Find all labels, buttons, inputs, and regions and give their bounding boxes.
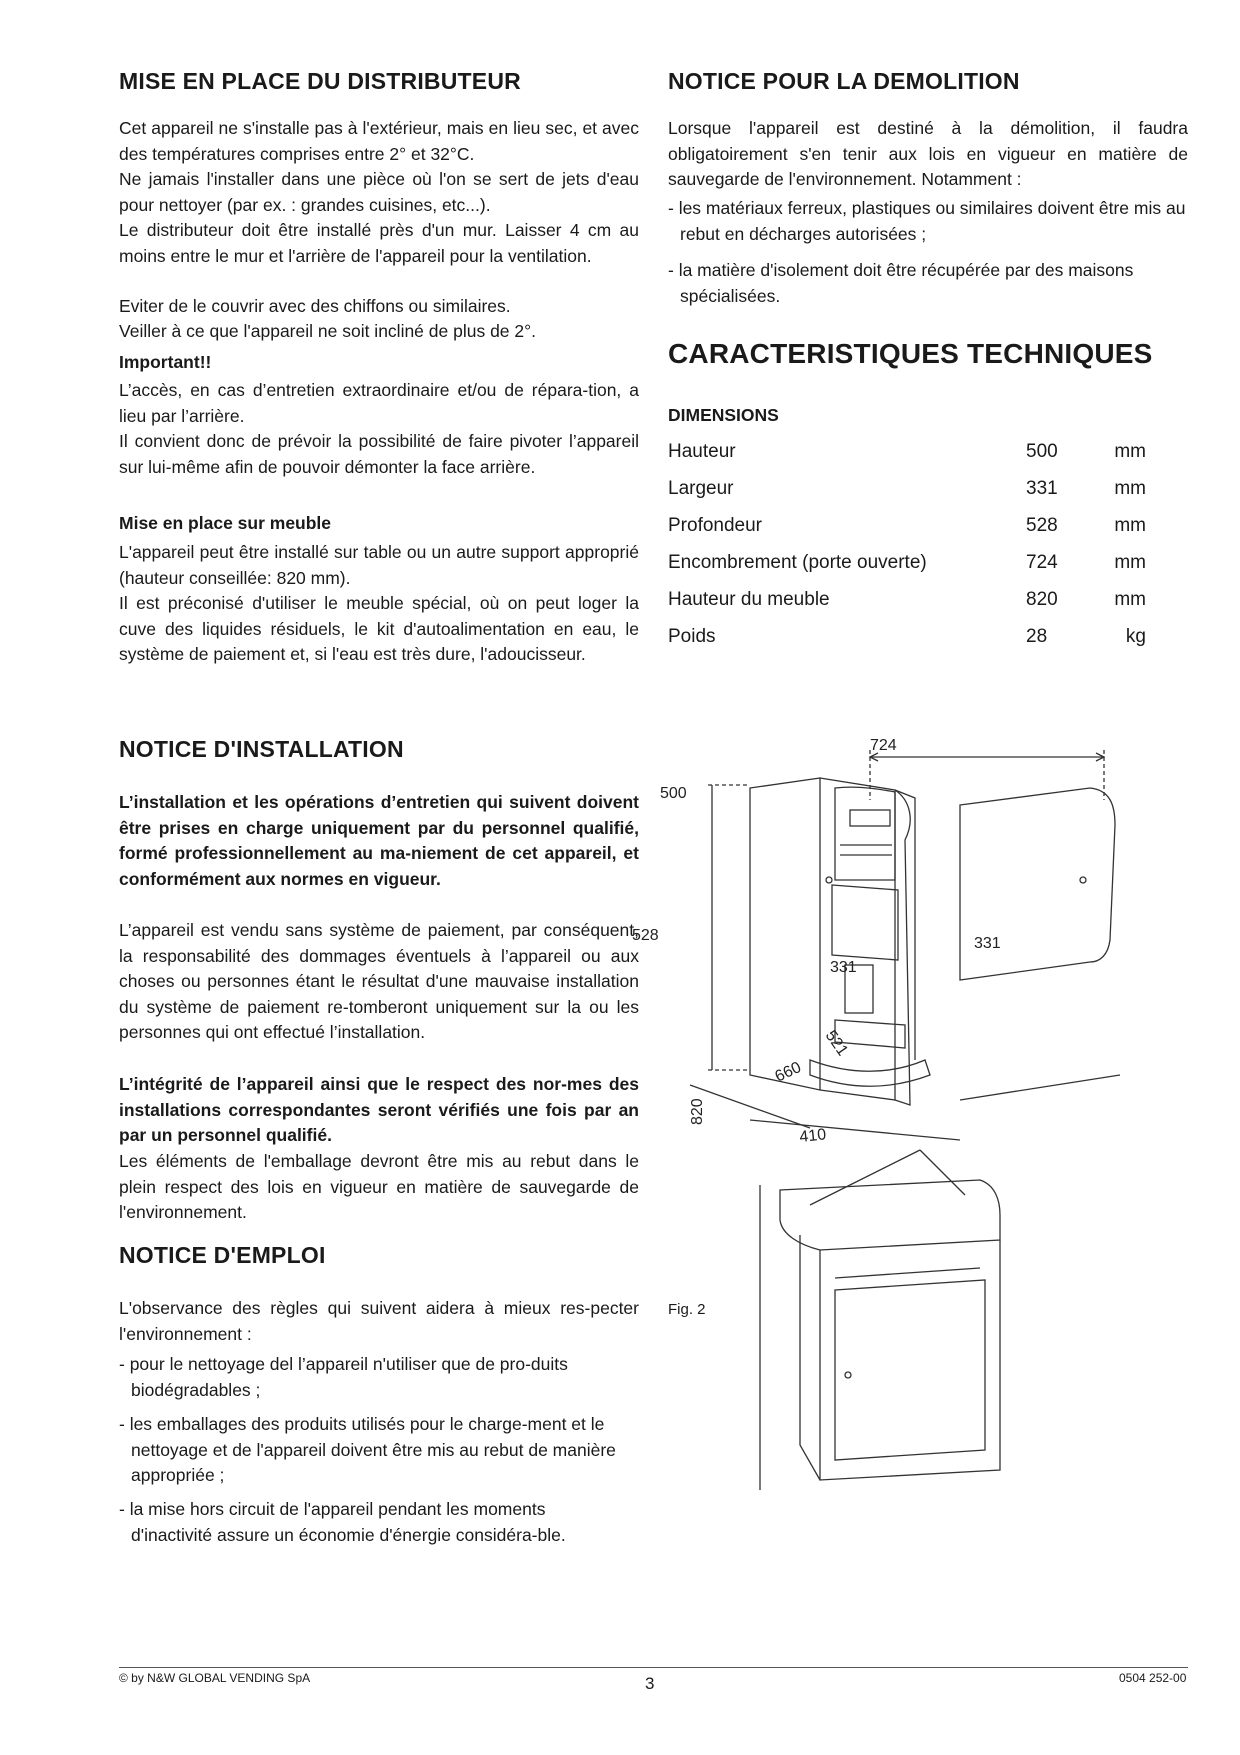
- notice-install-paragraph-2: Les éléments de l'emballage devront être mis au rebut dans le plein respect des lois en vigueur en matière de sauvegarde de l'environnement.: [119, 1151, 639, 1222]
- spec-row: [668, 515, 1146, 541]
- footer-doc-code: 0504 252-00: [1119, 1671, 1187, 1685]
- dim-label-660: 660: [772, 1058, 804, 1086]
- footer-copyright: © by N&W GLOBAL VENDING SpA: [119, 1671, 311, 1685]
- notice-install-paragraph-1: L’appareil est vendu sans système de paiement, par conséquent, la responsabilité des dommages éventuels à l’appareil ou aux choses ou personnes étant le résultat d'une mauvaise installation du système de paiement re-tomberont uniquement sur la ou les personnes qui ont effectué l’installation.: [119, 920, 639, 1042]
- meuble-paragraph-1: L'appareil peut être installé sur table ou un autre support approprié (hauteur conseillée: 820 mm).: [119, 542, 639, 588]
- spec-value: 500: [1026, 441, 1058, 462]
- spec-value: 28: [1026, 626, 1048, 647]
- spec-label: Hauteur: [668, 441, 736, 462]
- machine-control-panel: [835, 787, 895, 880]
- spec-label: Encombrement (porte ouverte): [668, 552, 927, 573]
- dim-line-331-front: [750, 1120, 960, 1140]
- demolition-paragraph: Lorsque l'appareil est destiné à la démolition, il faudra obligatoirement s'en tenir aux lois en vigueur en matière de sauvegarde de l'environnement. Notamment :: [668, 118, 1188, 189]
- machine-display: [850, 810, 890, 826]
- install-paragraph-1: Cet appareil ne s'installe pas à l'extérieur, mais en lieu sec, et avec des températures comprises entre 2° et 32°C.: [119, 118, 639, 164]
- emploi-bullet-3: - la mise hors circuit de l'appareil pendant les moments d'inactivité assure un économie d'énergie considéra-ble.: [119, 1499, 566, 1545]
- dim-label-724: 724: [870, 737, 897, 754]
- figure-caption: Fig. 2: [668, 1301, 706, 1318]
- dim-label-521: 521: [821, 1027, 851, 1060]
- spec-row: [668, 552, 1146, 578]
- spec-unit: kg: [1125, 626, 1146, 647]
- door-lock: [1080, 877, 1086, 883]
- spec-unit: mm: [1114, 478, 1146, 499]
- page-number: 3: [645, 1674, 655, 1693]
- demolition-title: NOTICE POUR LA DEMOLITION: [668, 68, 1020, 94]
- important-paragraph-1: L’accès, en cas d’entretien extraordinaire et/ou de répara-tion, a lieu par l’arrière.: [119, 380, 639, 426]
- dim-line-331-side: [960, 1075, 1120, 1100]
- dim-label-331-side: 331: [974, 935, 1001, 952]
- machine-front-edge: [895, 790, 910, 1105]
- notice-install-bold-2: L’intégrité de l’appareil ainsi que le respect des nor-mes des installations correspondantes seront vérifiés une fois par an par un personnel qualifié.: [119, 1074, 639, 1145]
- machine-front-panel: [832, 885, 898, 960]
- spec-row: [668, 478, 1146, 504]
- spec-unit: mm: [1114, 441, 1146, 462]
- machine-drip-tray: [810, 1060, 930, 1086]
- dim-line-528: [690, 1085, 810, 1128]
- meuble-paragraph-2: Il est préconisé d'utiliser le meuble spécial, où on peut loger la cuve des liquides résiduels, le kit d'autoalimentation en eau, le système de paiement et, si l'eau est très dure, l'adoucisseur.: [119, 593, 639, 664]
- emploi-bullet-2: - les emballages des produits utilisés pour le charge-ment et le nettoyage et de l'appareil doivent être mis au rebut de manière appropriée ;: [119, 1414, 616, 1485]
- install-paragraph-2: Ne jamais l'installer dans une pièce où l'on se sert de jets d'eau pour nettoyer (par ex. : grandes cuisines, etc...).: [119, 169, 639, 215]
- spec-value: 820: [1026, 589, 1058, 610]
- dim-label-820: 820: [689, 1098, 706, 1125]
- machine-side-panel: [750, 778, 820, 1090]
- dim-label-410: 410: [798, 1126, 827, 1146]
- spec-value: 528: [1026, 515, 1058, 536]
- important-label: Important!!: [119, 352, 212, 372]
- spec-label: Profondeur: [668, 515, 763, 536]
- spec-unit: mm: [1114, 552, 1146, 573]
- spec-unit: mm: [1114, 589, 1146, 610]
- cabinet-side: [800, 1235, 820, 1480]
- install-paragraph-5: Veiller à ce que l'appareil ne soit incliné de plus de 2°.: [119, 321, 536, 341]
- spec-row: [668, 441, 1146, 467]
- figure-machine-dimensions: [632, 730, 1180, 1530]
- dim-line-660: [810, 1150, 920, 1205]
- cabinet-body: [820, 1240, 1000, 1480]
- spec-label: Poids: [668, 626, 716, 647]
- notice-install-title: NOTICE D'INSTALLATION: [119, 736, 404, 762]
- notice-install-bold-1: L’installation et les opérations d’entretien qui suivent doivent être prises en charge uniquement par du personnel qualifié, formé professionnellement au ma-niement de cet appareil, et conformément aux normes en vigueur.: [119, 792, 639, 889]
- spec-unit: mm: [1114, 515, 1146, 536]
- demolition-bullet-2: - la matière d'isolement doit être récupérée par des maisons spécialisées.: [668, 260, 1134, 306]
- cabinet-lock: [845, 1372, 851, 1378]
- footer-divider: [119, 1667, 1188, 1668]
- dim-label-528: 528: [632, 927, 659, 944]
- spec-label: Hauteur du meuble: [668, 589, 830, 610]
- side-lock: [826, 877, 832, 883]
- spec-row: [668, 626, 1146, 652]
- dim-line-521: [920, 1150, 965, 1195]
- tech-title: CARACTERISTIQUES TECHNIQUES: [668, 338, 1153, 369]
- emploi-bullet-1: - pour le nettoyage del l’appareil n'utiliser que de pro-duits biodégradables ;: [119, 1354, 568, 1400]
- cabinet-door: [835, 1280, 985, 1460]
- spec-row: [668, 589, 1146, 615]
- dim-label-331-front: 331: [830, 959, 857, 976]
- spec-value: 724: [1026, 552, 1058, 573]
- dim-line-410: [835, 1268, 980, 1278]
- meuble-label: Mise en place sur meuble: [119, 513, 332, 533]
- spec-label: Largeur: [668, 478, 734, 499]
- emploi-intro: L'observance des règles qui suivent aidera à mieux res-pecter l'environnement :: [119, 1298, 639, 1344]
- dim-label-500: 500: [660, 785, 687, 802]
- emploi-title: NOTICE D'EMPLOI: [119, 1242, 326, 1268]
- spec-value: 331: [1026, 478, 1058, 499]
- demolition-bullet-1: - les matériaux ferreux, plastiques ou similaires doivent être mis au rebut en décharges autorisées ;: [668, 198, 1186, 244]
- install-paragraph-4: Eviter de le couvrir avec des chiffons ou similaires.: [119, 296, 511, 316]
- install-title: MISE EN PLACE DU DISTRIBUTEUR: [119, 68, 521, 94]
- dimensions-label: DIMENSIONS: [668, 405, 779, 425]
- cabinet-top: [780, 1180, 1000, 1250]
- install-paragraph-3: Le distributeur doit être installé près d'un mur. Laisser 4 cm au moins entre le mur et l'arrière de l'appareil pour la ventilation.: [119, 220, 639, 266]
- important-paragraph-2: Il convient donc de prévoir la possibilité de faire pivoter l’appareil sur lui-même afin de pouvoir démonter la face arrière.: [119, 431, 639, 477]
